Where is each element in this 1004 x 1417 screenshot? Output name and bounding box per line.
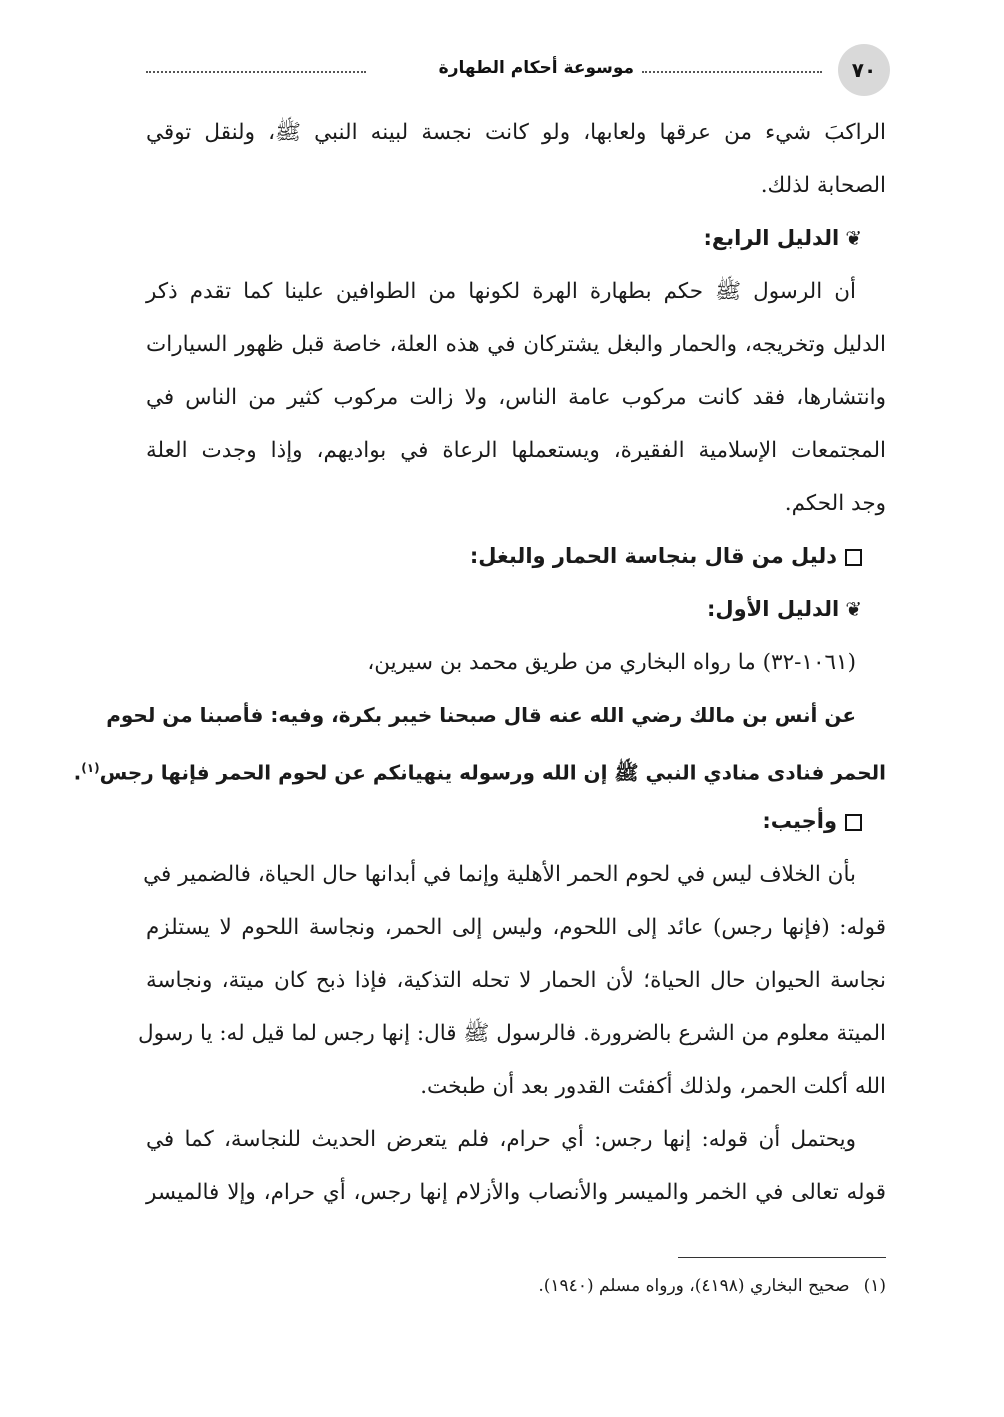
paragraph-line: وجد الحكم. <box>784 491 886 516</box>
footnote-divider <box>678 1257 886 1258</box>
leaf-ornament-icon: ❦ <box>845 597 862 621</box>
header-dots-left <box>146 71 366 73</box>
header-dots-right <box>642 71 822 73</box>
book-title: موسوعة أحكام الطهارة <box>433 58 640 78</box>
paragraph-line: قوله: (فإنها رجس) عائد إلى اللحوم، وليس إلى الحمر، ونجاسة اللحوم لا يستلزم <box>146 915 886 940</box>
footnote-marker: (١) <box>81 761 100 775</box>
square-bullet-icon <box>845 549 862 566</box>
footnote-number: (١) <box>863 1276 886 1296</box>
section-heading: ❦الدليل الرابع: <box>146 212 886 265</box>
page-number: ٧٠ <box>838 44 890 96</box>
section-heading: وأجيب: <box>146 795 886 848</box>
square-bullet-icon <box>845 814 862 831</box>
paragraph-line: بأن الخلاف ليس في لحوم الحمر الأهلية وإنما في أبدانها حال الحياة، فالضمير في <box>143 862 856 887</box>
hadith-text-line: عن أنس بن مالك رضي الله عنه قال صبحنا خيبر بكرة، وفيه: فأصبنا من لحوم <box>106 703 856 727</box>
paragraph-line: وانتشارها، فقد كانت مركوب عامة الناس، ولا زالت مركوب كثير من الناس في <box>146 385 886 410</box>
paragraph-line: الله أكلت الحمر، ولذلك أكفئت القدور بعد أن طبخت. <box>420 1074 886 1099</box>
paragraph-line: نجاسة الحيوان حال الحياة؛ لأن الحمار لا تحله التذكية، فإذا ذبح كان ميتة، ونجاسة <box>146 968 886 993</box>
paragraph-line: ويحتمل أن قوله: إنها رجس: أي حرام، فلم يتعرض الحديث للنجاسة، كما في <box>146 1127 856 1152</box>
paragraph-line: الصحابة لذلك. <box>760 173 886 198</box>
paragraph-line: أن الرسول ﷺ حكم بطهارة الهرة لكونها من الطوافين علينا كما تقدم ذكر <box>146 279 856 304</box>
hadith-reference: (١٠٦١-٣٢) ما رواه البخاري من طريق محمد بن سيرين، <box>367 650 856 675</box>
running-header <box>146 44 890 96</box>
hadith-text-line: الحمر فنادى منادي النبي ﷺ إن الله ورسوله ينهيانكم عن لحوم الحمر فإنها رجس$^{(١)}$. <box>73 760 886 785</box>
paragraph-line: الميتة معلوم من الشرع بالضرورة. فالرسول ﷺ قال: إنها رجس لما قيل له: يا رسول <box>137 1021 886 1046</box>
paragraph-line: الراكبَ شيء من عرقها ولعابها، ولو كانت نجسة لبينه النبي ﷺ، ولنقل توقي <box>146 120 886 145</box>
paragraph-line: الدليل وتخريجه، والحمار والبغل يشتركان في هذه العلة، خاصة قبل ظهور السيارات <box>146 332 886 357</box>
section-heading: ❦الدليل الأول: <box>146 583 886 636</box>
paragraph-line: قوله تعالى في الخمر والميسر والأنصاب والأزلام إنها رجس، أي حرام، وإلا فالميسر <box>146 1180 886 1205</box>
section-heading: دليل من قال بنجاسة الحمار والبغل: <box>146 530 886 583</box>
paragraph-line: المجتمعات الإسلامية الفقيرة، ويستعملها الرعاة في بواديهم، وإذا وجدت العلة <box>146 438 886 463</box>
leaf-ornament-icon: ❦ <box>845 226 862 250</box>
footnote <box>146 1276 886 1296</box>
footnote-text: صحيح البخاري (٤١٩٨)، ورواه مسلم (١٩٤٠). <box>538 1276 850 1296</box>
main-text <box>73 106 886 1219</box>
